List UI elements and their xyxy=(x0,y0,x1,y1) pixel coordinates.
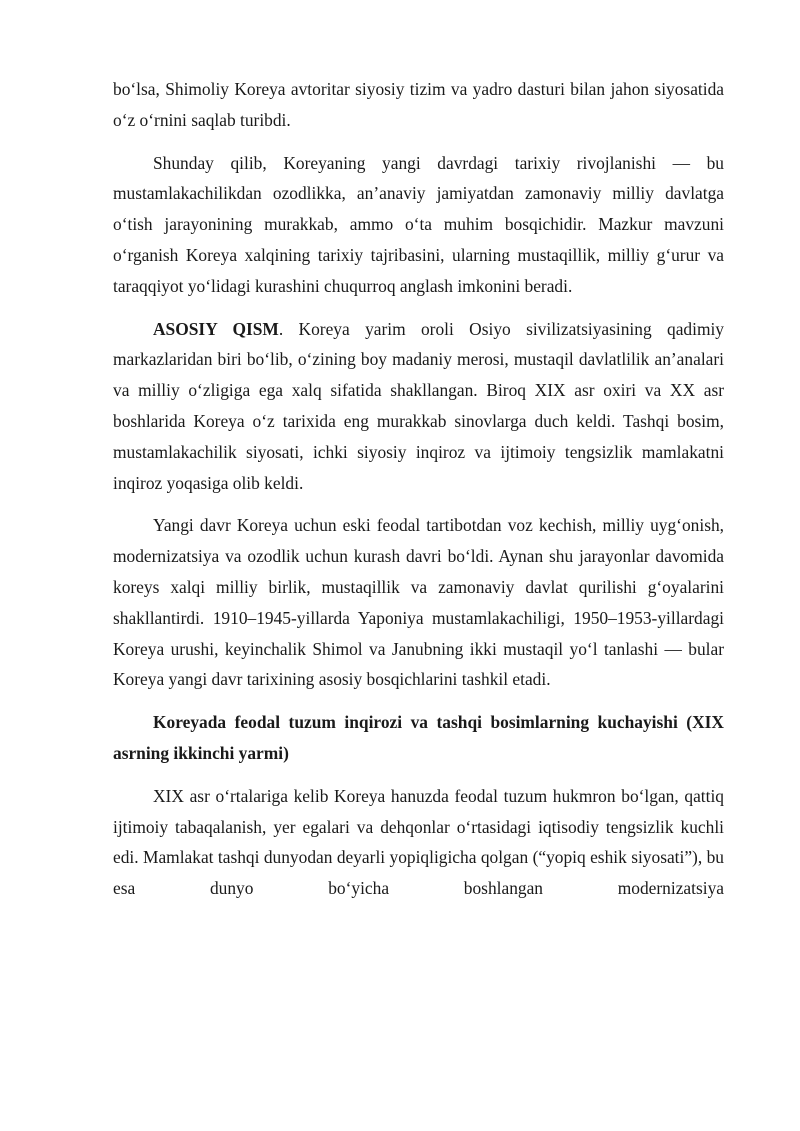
main-part-label: ASOSIY QISM xyxy=(153,318,279,339)
paragraph-feudal-system: XIX asr o‘rtalariga kelib Koreya hanuzda feodal tuzum hukmron bo‘lgan, qattiq ijtimoiy tabaqalanish, yer egalari va dehqonlar o‘rtasidagi iqtisodiy tengsizlik kuchli edi. Mamlakat tashqi dunyodan deyarli yopiqligicha qolgan (“yopiq eshik siyosati”), bu esa dunyo bo‘yicha boshlangan modernizatsiya xyxy=(113,785,724,899)
paragraph-continuation: bo‘lsa, Shimoliy Koreya avtoritar siyosiy tizim va yadro dasturi bilan jahon siyosatida o‘z o‘rnini saqlab turibdi. xyxy=(113,79,724,130)
main-part-text: . Koreya yarim oroli Osiyo sivilizatsiyasining qadimiy markazlaridan biri bo‘lib, o‘zining boy madaniy merosi, mustaqil davlatlilik an’analari va milliy o‘zligiga ega xalq sifatida shakllangan. Biroq XIX asr oxiri va XX asr boshlarida Koreya o‘z tarixida eng murakkab sinovlarga duch keldi. Tashqi bosim, mustamlakachilik siyosati, ichki siyosiy inqiroz va ijtimoiy tengsizlik mamlakatni inqiroz yoqasiga olib keldi. xyxy=(113,318,724,493)
section-heading: Koreyada feodal tuzum inqirozi va tashqi bosimlarning kuchayishi (XIX asrning ikkinchi yarmi) xyxy=(113,712,724,763)
paragraph-main-part xyxy=(113,314,724,499)
paragraph-modern-era: Yangi davr Koreya uchun eski feodal tartibotdan voz kechish, milliy uyg‘onish, modernizatsiya va ozodlik uchun kurash davri bo‘ldi. Aynan shu jarayonlar davomida koreys xalqi milliy birlik, mustaqillik va zamonaviy davlat qurilishi g‘oyalarini shakllantirdi. 1910–1945-yillarda Yaponiya mustamlakachiligi, 1950–1953-yillardagi Koreya urushi, keyinchalik Shimol va Janubning ikki mustaqil yo‘l tanlashi — bular Koreya yangi davr tarixining asosiy bosqichlarini tashkil etadi. xyxy=(113,515,724,690)
paragraph-conclusion: Shunday qilib, Koreyaning yangi davrdagi tarixiy rivojlanishi — bu mustamlakachilikdan ozodlikka, an’anaviy jamiyatdan zamonaviy milliy davlatga o‘tish jarayonining murakkab, ammo o‘ta muhim bosqichidir. Mazkur mavzuni o‘rganish Koreya xalqining tarixiy tajribasini, ularning mustaqillik, milliy g‘urur va taraqqiyot yo‘lidagi kurashini chuqurroq anglash imkonini beradi. xyxy=(113,152,724,296)
document-page xyxy=(113,74,724,916)
